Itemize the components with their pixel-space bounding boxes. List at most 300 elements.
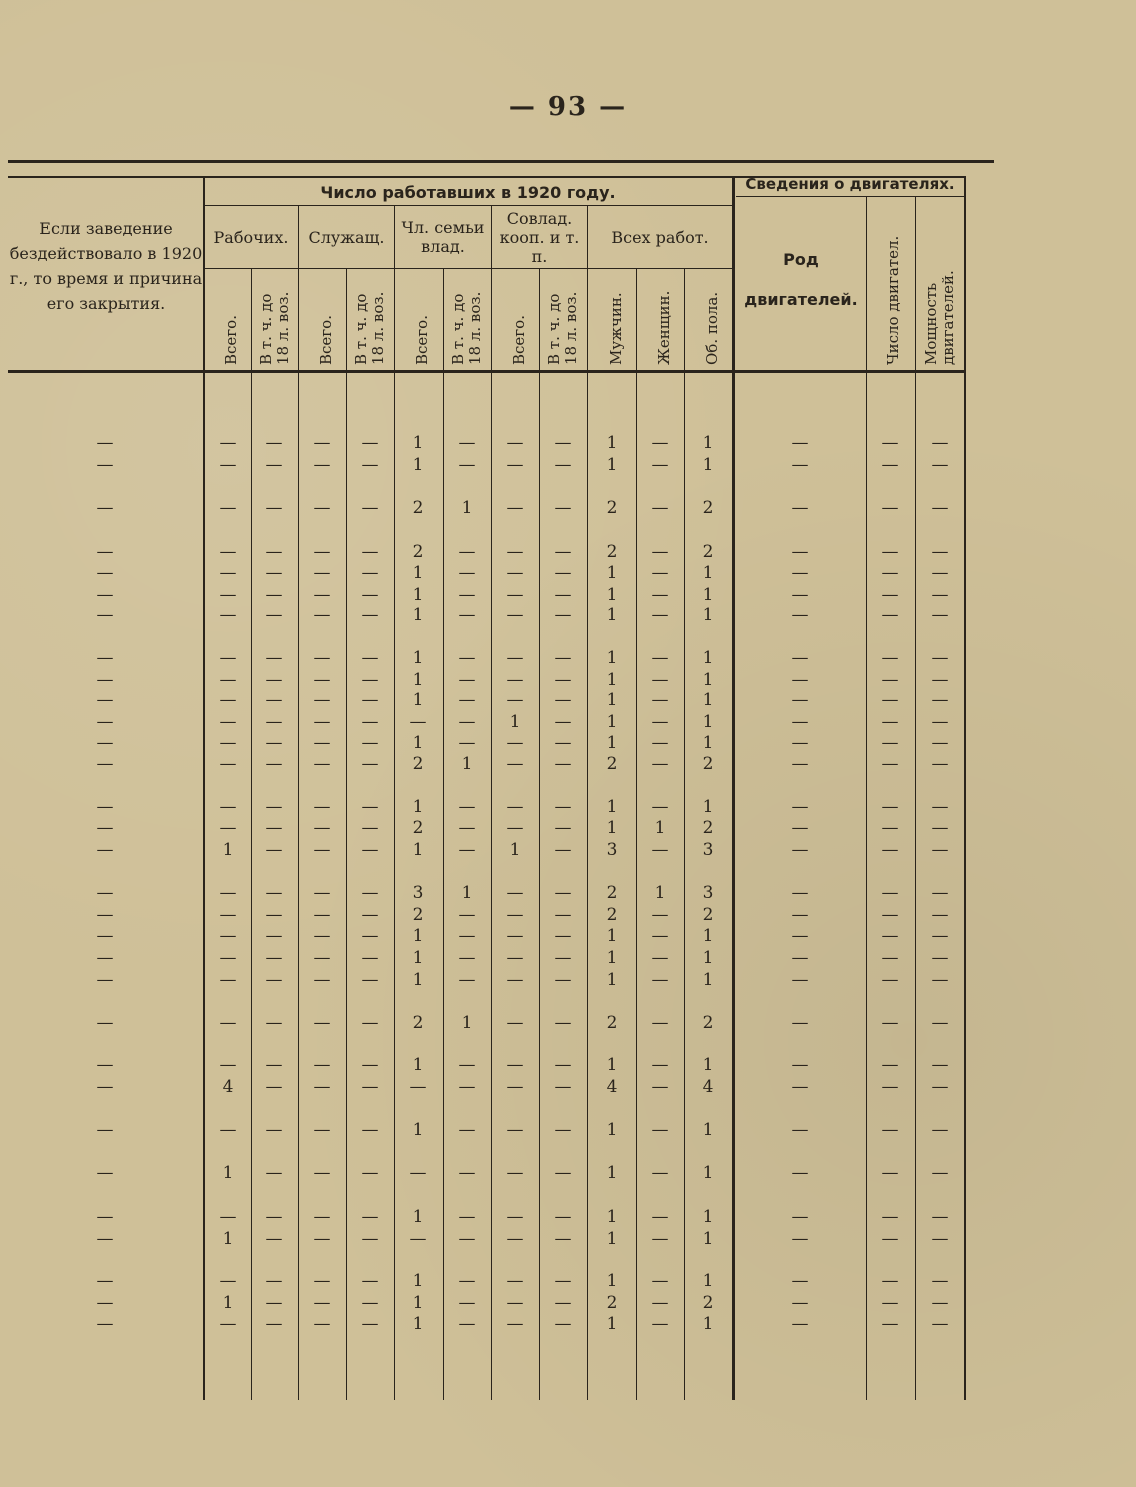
table-cell: — [931, 1207, 949, 1227]
table-cell: — [96, 585, 114, 605]
table-cell: — [554, 498, 572, 518]
table-cell: — [881, 542, 899, 562]
table-cell: 1 [606, 1207, 618, 1227]
table-cell: — [931, 754, 949, 774]
table-cell: — [506, 433, 524, 453]
table-cell: 1 [654, 818, 666, 838]
table-cell: — [96, 948, 114, 968]
table-cell: — [506, 690, 524, 710]
col-workers-total: Всего. [221, 315, 240, 365]
table-cell: — [265, 1013, 283, 1033]
table-cell: — [458, 1314, 476, 1334]
table-cell: 1 [702, 690, 714, 710]
table-cell: — [265, 754, 283, 774]
table-cell: — [506, 1314, 524, 1334]
table-cell: — [651, 733, 669, 753]
table-cell: — [791, 754, 809, 774]
table-cell: — [651, 1013, 669, 1033]
table-cell: — [409, 1163, 427, 1183]
table-cell: — [361, 605, 379, 625]
col-engine-power: Мощность двигателей. [922, 270, 957, 365]
table-cell: — [361, 1229, 379, 1249]
table-cell: — [313, 455, 331, 475]
table-cell: — [265, 840, 283, 860]
table-cell: — [458, 1293, 476, 1313]
table-cell: — [361, 712, 379, 732]
table-cell: 1 [606, 818, 618, 838]
table-cell: — [651, 754, 669, 774]
table-cell: 2 [606, 754, 618, 774]
table-cell: 1 [606, 563, 618, 583]
col-divider [915, 196, 916, 1400]
table-cell: — [931, 1013, 949, 1033]
table-cell: 1 [702, 1314, 714, 1334]
table-cell: — [219, 883, 237, 903]
table-cell: — [458, 948, 476, 968]
table-cell: 1 [222, 1293, 234, 1313]
table-cell: — [931, 542, 949, 562]
table-cell: — [313, 1271, 331, 1291]
table-cell: 4 [222, 1077, 234, 1097]
table-cell: — [361, 754, 379, 774]
table-cell: 3 [412, 883, 424, 903]
table-cell: 2 [412, 542, 424, 562]
table-cell: — [96, 797, 114, 817]
table-cell: 2 [606, 1013, 618, 1033]
table-cell: 1 [702, 1271, 714, 1291]
table-cell: — [265, 605, 283, 625]
table-cell: — [265, 648, 283, 668]
table-cell: — [219, 563, 237, 583]
table-cell: 2 [606, 883, 618, 903]
table-cell: — [791, 1293, 809, 1313]
table-cell: 1 [606, 1163, 618, 1183]
table-cell: — [506, 542, 524, 562]
table-cell: — [881, 605, 899, 625]
table-cell: 1 [702, 585, 714, 605]
table-cell: — [96, 970, 114, 990]
table-cell: — [506, 754, 524, 774]
table-cell: — [96, 883, 114, 903]
table-cell: — [554, 712, 572, 732]
table-cell: — [361, 498, 379, 518]
table-cell: — [881, 563, 899, 583]
table-cell: — [931, 1293, 949, 1313]
table-cell: — [791, 455, 809, 475]
table-cell: — [881, 1163, 899, 1183]
table-cell: — [265, 690, 283, 710]
table-cell: — [265, 926, 283, 946]
table-cell: 1 [606, 926, 618, 946]
table-cell: — [361, 670, 379, 690]
table-cell: — [313, 542, 331, 562]
table-cell: — [409, 1077, 427, 1097]
table-cell: — [651, 1229, 669, 1249]
table-cell: — [651, 498, 669, 518]
table-cell: 1 [222, 1229, 234, 1249]
table-cell: 2 [702, 905, 714, 925]
col-divider [684, 268, 685, 1400]
table-cell: — [931, 1229, 949, 1249]
table-cell: — [361, 905, 379, 925]
table-cell: — [554, 1055, 572, 1075]
table-cell: — [506, 1229, 524, 1249]
table-cell: — [458, 818, 476, 838]
table-cell: — [931, 883, 949, 903]
table-cell: — [554, 1013, 572, 1033]
table-cell: 1 [606, 712, 618, 732]
table-cell: 1 [702, 455, 714, 475]
table-cell: — [265, 883, 283, 903]
table-cell: 1 [412, 605, 424, 625]
table-cell: — [265, 563, 283, 583]
table-cell: 2 [412, 1013, 424, 1033]
table-cell: 1 [702, 712, 714, 732]
table-cell: — [96, 1229, 114, 1249]
table-cell: 1 [702, 433, 714, 453]
table-cell: — [96, 542, 114, 562]
table-cell: — [881, 818, 899, 838]
table-cell: 1 [606, 733, 618, 753]
table-cell: — [313, 883, 331, 903]
table-cell: — [506, 563, 524, 583]
table-cell: — [791, 926, 809, 946]
table-cell: — [554, 433, 572, 453]
table-cell: — [313, 926, 331, 946]
table-cell: — [361, 433, 379, 453]
table-cell: — [96, 648, 114, 668]
table-cell: 3 [606, 840, 618, 860]
table-cell: — [651, 1314, 669, 1334]
table-cell: 2 [412, 754, 424, 774]
table-cell: — [96, 605, 114, 625]
table-cell: — [96, 818, 114, 838]
table-cell: — [791, 1271, 809, 1291]
table-cell: — [219, 1271, 237, 1291]
table-cell: — [931, 585, 949, 605]
table-cell: — [313, 1055, 331, 1075]
table-cell: — [96, 905, 114, 925]
table-cell: — [554, 840, 572, 860]
table-cell: — [219, 498, 237, 518]
table-cell: — [651, 1077, 669, 1097]
page-number: — 93 — [508, 92, 628, 122]
table-cell: — [458, 1055, 476, 1075]
table-cell: — [651, 1293, 669, 1313]
table-cell: — [361, 1055, 379, 1075]
table-cell: — [313, 1077, 331, 1097]
table-cell: — [881, 1229, 899, 1249]
table-cell: — [265, 797, 283, 817]
col-divider [964, 178, 966, 1400]
table-cell: — [458, 926, 476, 946]
table-cell: — [651, 1271, 669, 1291]
table-cell: — [931, 970, 949, 990]
table-cell: — [361, 648, 379, 668]
table-cell: — [881, 690, 899, 710]
table-cell: 1 [606, 797, 618, 817]
table-cell: 1 [702, 948, 714, 968]
table-cell: 2 [412, 818, 424, 838]
table-cell: 1 [606, 455, 618, 475]
header-bottom-rule [8, 370, 966, 373]
table-cell: — [791, 948, 809, 968]
col-divider [539, 268, 540, 1400]
table-cell: 1 [606, 670, 618, 690]
table-cell: — [458, 797, 476, 817]
table-cell: — [791, 1055, 809, 1075]
table-cell: — [791, 970, 809, 990]
table-cell: — [361, 1314, 379, 1334]
table-cell: — [931, 690, 949, 710]
table-cell: 2 [606, 498, 618, 518]
table-cell: — [458, 455, 476, 475]
table-cell: — [265, 970, 283, 990]
table-cell: — [506, 585, 524, 605]
table-cell: — [791, 605, 809, 625]
table-cell: — [881, 926, 899, 946]
table-cell: — [506, 648, 524, 668]
table-cell: — [881, 797, 899, 817]
table-cell: 1 [702, 797, 714, 817]
table-cell: — [931, 605, 949, 625]
table-cell: — [96, 1293, 114, 1313]
col-divider [394, 205, 395, 1400]
table-cell: 2 [702, 542, 714, 562]
table-cell: 1 [702, 670, 714, 690]
table-cell: 1 [702, 1207, 714, 1227]
table-cell: — [791, 1314, 809, 1334]
table-cell: — [313, 585, 331, 605]
table-cell: — [219, 542, 237, 562]
table-cell: — [458, 690, 476, 710]
table-cell: — [506, 948, 524, 968]
col-workers-minors: В т. ч. до 18 л. воз. [257, 291, 292, 365]
table-cell: 1 [412, 433, 424, 453]
table-cell: — [931, 1271, 949, 1291]
table-cell: — [554, 690, 572, 710]
table-cell: — [554, 1163, 572, 1183]
group-workers-heading: Число работавших в 1920 году. [320, 182, 616, 202]
table-cell: — [881, 948, 899, 968]
table-cell: — [554, 542, 572, 562]
table-cell: — [554, 1229, 572, 1249]
table-cell: 2 [606, 1293, 618, 1313]
table-cell: 1 [461, 883, 473, 903]
table-cell: — [361, 840, 379, 860]
table-cell: 1 [606, 1120, 618, 1140]
table-cell: — [313, 433, 331, 453]
table-cell: — [506, 455, 524, 475]
table-cell: — [361, 455, 379, 475]
table-cell: 1 [412, 563, 424, 583]
table-cell: — [313, 905, 331, 925]
table-cell: — [313, 670, 331, 690]
table-cell: — [265, 433, 283, 453]
table-cell: — [361, 690, 379, 710]
table-cell: — [881, 1120, 899, 1140]
table-cell: 2 [702, 754, 714, 774]
table-cell: — [265, 905, 283, 925]
table-cell: — [881, 970, 899, 990]
table-cell: — [554, 455, 572, 475]
table-cell: — [96, 754, 114, 774]
table-cell: — [881, 840, 899, 860]
table-cell: — [881, 670, 899, 690]
table-cell: 1 [412, 1271, 424, 1291]
engine-type-heading: Род двигателей. [744, 250, 858, 309]
group-engines-heading: Сведения о двигателях. [745, 174, 955, 193]
table-cell: — [791, 1229, 809, 1249]
table-cell: — [458, 1207, 476, 1227]
table-cell: — [554, 605, 572, 625]
table-cell: — [791, 1207, 809, 1227]
table-cell: — [96, 498, 114, 518]
table-cell: — [458, 970, 476, 990]
table-cell: — [219, 1120, 237, 1140]
table-cell: — [791, 542, 809, 562]
table-cell: — [265, 1207, 283, 1227]
table-cell: — [651, 670, 669, 690]
table-cell: — [554, 733, 572, 753]
table-cell: — [791, 1077, 809, 1097]
table-cell: — [458, 712, 476, 732]
table-cell: — [791, 585, 809, 605]
table-cell: — [458, 563, 476, 583]
table-cell: — [219, 1207, 237, 1227]
table-cell: — [506, 1163, 524, 1183]
table-cell: — [791, 818, 809, 838]
table-cell: — [791, 1013, 809, 1033]
table-cell: — [458, 433, 476, 453]
table-cell: — [506, 1207, 524, 1227]
table-cell: 1 [412, 670, 424, 690]
table-cell: — [219, 1013, 237, 1033]
table-cell: — [313, 733, 331, 753]
table-cell: — [931, 840, 949, 860]
table-cell: — [791, 563, 809, 583]
table-cell: 1 [702, 1229, 714, 1249]
table-cell: — [506, 1293, 524, 1313]
table-cell: — [931, 1163, 949, 1183]
table-cell: — [361, 563, 379, 583]
table-cell: — [554, 585, 572, 605]
table-cell: — [361, 883, 379, 903]
col-both: Об. пола. [702, 291, 721, 365]
table-cell: — [409, 1229, 427, 1249]
table-cell: — [458, 1163, 476, 1183]
table-cell: — [506, 1120, 524, 1140]
table-cell: 1 [702, 970, 714, 990]
table-cell: — [506, 1271, 524, 1291]
sub-coop-heading: Совлад. кооп. и т. п. [499, 208, 580, 266]
table-cell: — [791, 1163, 809, 1183]
table-cell: 1 [606, 648, 618, 668]
table-cell: — [651, 563, 669, 583]
table-cell: — [554, 1293, 572, 1313]
table-cell: — [219, 970, 237, 990]
table-cell: — [219, 585, 237, 605]
table-cell: — [265, 818, 283, 838]
table-cell: — [931, 1314, 949, 1334]
table-cell: — [554, 670, 572, 690]
table-cell: — [458, 542, 476, 562]
table-cell: 1 [509, 712, 521, 732]
table-cell: — [265, 455, 283, 475]
table-cell: — [219, 754, 237, 774]
table-cell: — [458, 670, 476, 690]
table-cell: — [219, 648, 237, 668]
table-cell: — [554, 1120, 572, 1140]
table-cell: — [791, 1120, 809, 1140]
table-cell: 1 [412, 1055, 424, 1075]
col-divider [491, 205, 492, 1400]
col-employees-minors: В т. ч. до 18 л. воз. [352, 291, 387, 365]
table-cell: — [791, 433, 809, 453]
table-cell: — [313, 690, 331, 710]
table-cell: — [881, 1077, 899, 1097]
table-cell: — [458, 605, 476, 625]
table-cell: — [96, 433, 114, 453]
table-cell: — [265, 542, 283, 562]
table-cell: — [361, 1207, 379, 1227]
table-cell: — [219, 605, 237, 625]
table-cell: — [313, 1229, 331, 1249]
table-cell: 2 [606, 542, 618, 562]
table-cell: 1 [702, 563, 714, 583]
table-cell: — [651, 905, 669, 925]
table-cell: — [931, 797, 949, 817]
table-cell: — [506, 926, 524, 946]
table-cell: 1 [412, 455, 424, 475]
table-cell: — [458, 905, 476, 925]
table-cell: — [791, 883, 809, 903]
table-cell: — [506, 1055, 524, 1075]
table-cell: — [651, 926, 669, 946]
table-cell: — [361, 585, 379, 605]
table-cell: — [554, 1207, 572, 1227]
col-divider [298, 205, 299, 1400]
table-cell: — [96, 926, 114, 946]
table-cell: — [219, 712, 237, 732]
table-cell: — [219, 733, 237, 753]
table-cell: — [791, 670, 809, 690]
table-cell: 1 [606, 1314, 618, 1334]
table-cell: — [931, 948, 949, 968]
table-cell: 1 [412, 585, 424, 605]
table-cell: — [313, 840, 331, 860]
table-cell: — [651, 1207, 669, 1227]
table-cell: — [361, 1077, 379, 1097]
col-divider [251, 268, 252, 1400]
table-cell: — [506, 1013, 524, 1033]
table-cell: — [931, 1077, 949, 1097]
table-cell: — [791, 690, 809, 710]
table-cell: 1 [412, 1293, 424, 1313]
table-cell: — [265, 1229, 283, 1249]
table-cell: — [458, 1271, 476, 1291]
table-cell: — [651, 542, 669, 562]
table-cell: — [554, 883, 572, 903]
table-cell: 1 [412, 948, 424, 968]
table-cell: — [651, 1055, 669, 1075]
table-cell: — [96, 563, 114, 583]
table-cell: 1 [702, 1120, 714, 1140]
table-cell: — [881, 905, 899, 925]
table-cell: — [651, 797, 669, 817]
sub-employees-heading: Служащ. [308, 227, 385, 247]
table-cell: — [506, 905, 524, 925]
